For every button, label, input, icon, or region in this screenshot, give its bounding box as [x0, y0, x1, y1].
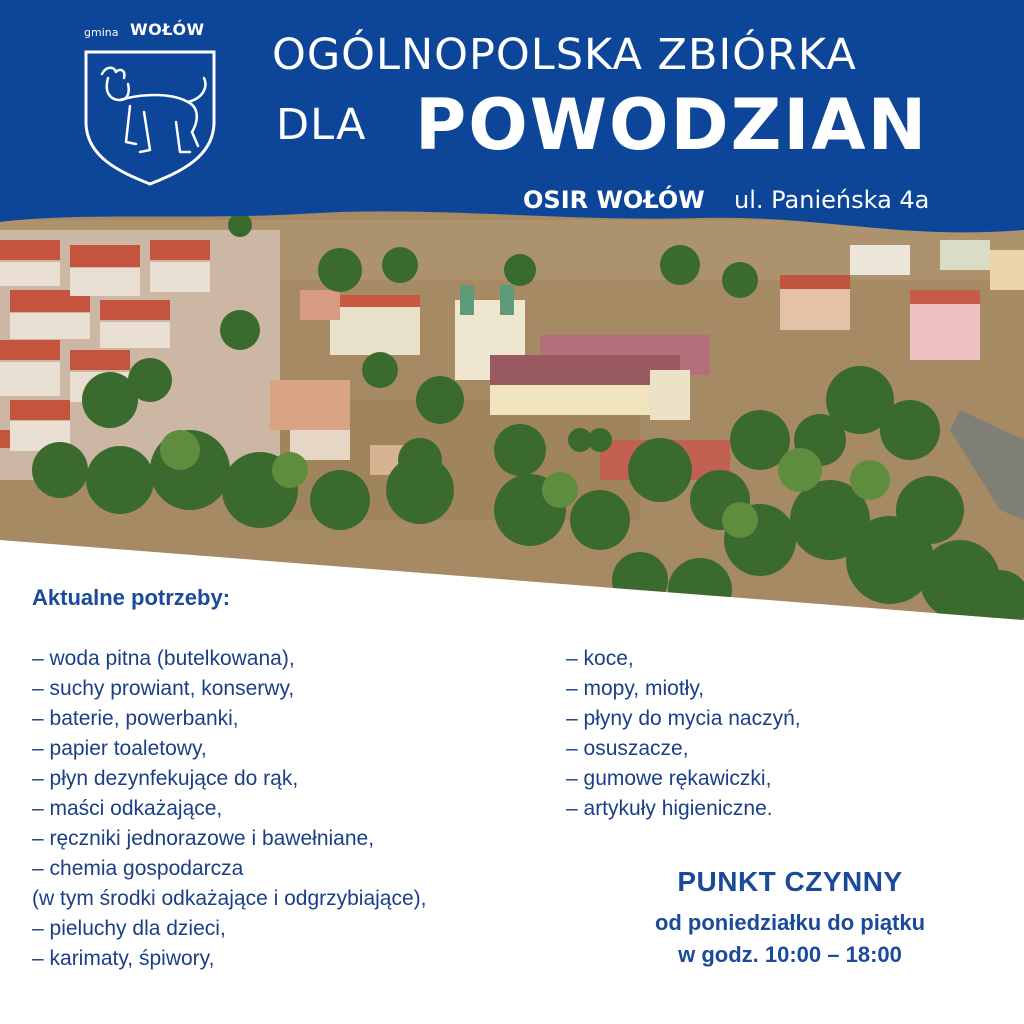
- list-item: – baterie, powerbanki,: [32, 707, 239, 730]
- list-item: (w tym środki odkażające i odgrzybiające),: [32, 887, 427, 910]
- list-item: – suchy prowiant, konserwy,: [32, 677, 295, 700]
- list-item: – mopy, miotły,: [566, 677, 705, 700]
- title-line-2-main: POWODZIAN: [415, 84, 929, 166]
- title-line-1: OGÓLNOPOLSKA ZBIÓRKA: [272, 30, 857, 80]
- title-line-2-prefix: DLA: [276, 100, 367, 150]
- needs-list-right: [566, 644, 801, 824]
- logo-prefix: gmina: [84, 26, 119, 39]
- list-item: – maści odkażające,: [32, 797, 223, 820]
- list-item: – pieluchy dla dzieci,: [32, 917, 226, 940]
- logo-name: WOŁÓW: [130, 20, 205, 39]
- list-item: – artykuły higieniczne.: [566, 797, 773, 820]
- list-item: – płyn dezynfekujące do rąk,: [32, 767, 299, 790]
- list-item: – ręczniki jednorazowe i bawełniane,: [32, 827, 375, 850]
- needs-list-left: [32, 644, 427, 974]
- opening-time: w godz. 10:00 – 18:00: [678, 942, 902, 967]
- list-item: – chemia gospodarcza: [32, 857, 244, 880]
- list-item: – papier toaletowy,: [32, 737, 207, 760]
- location-address: ul. Panieńska 4a: [734, 186, 930, 214]
- bull-coat-of-arms-icon: [80, 22, 220, 187]
- list-item: – woda pitna (butelkowana),: [32, 647, 295, 670]
- opening-days: od poniedziałku do piątku: [654, 910, 926, 935]
- list-item: – płyny do mycia naczyń,: [566, 707, 801, 730]
- list-item: – koce,: [566, 647, 634, 670]
- list-item: – osuszacze,: [566, 737, 689, 760]
- opening-hours-heading: PUNKT CZYNNY: [677, 866, 903, 897]
- list-item: – karimaty, śpiwory,: [32, 947, 215, 970]
- list-item: – gumowe rękawiczki,: [566, 767, 772, 790]
- location-name: OSIR WOŁÓW: [523, 186, 705, 214]
- needs-heading: Aktualne potrzeby:: [32, 585, 231, 610]
